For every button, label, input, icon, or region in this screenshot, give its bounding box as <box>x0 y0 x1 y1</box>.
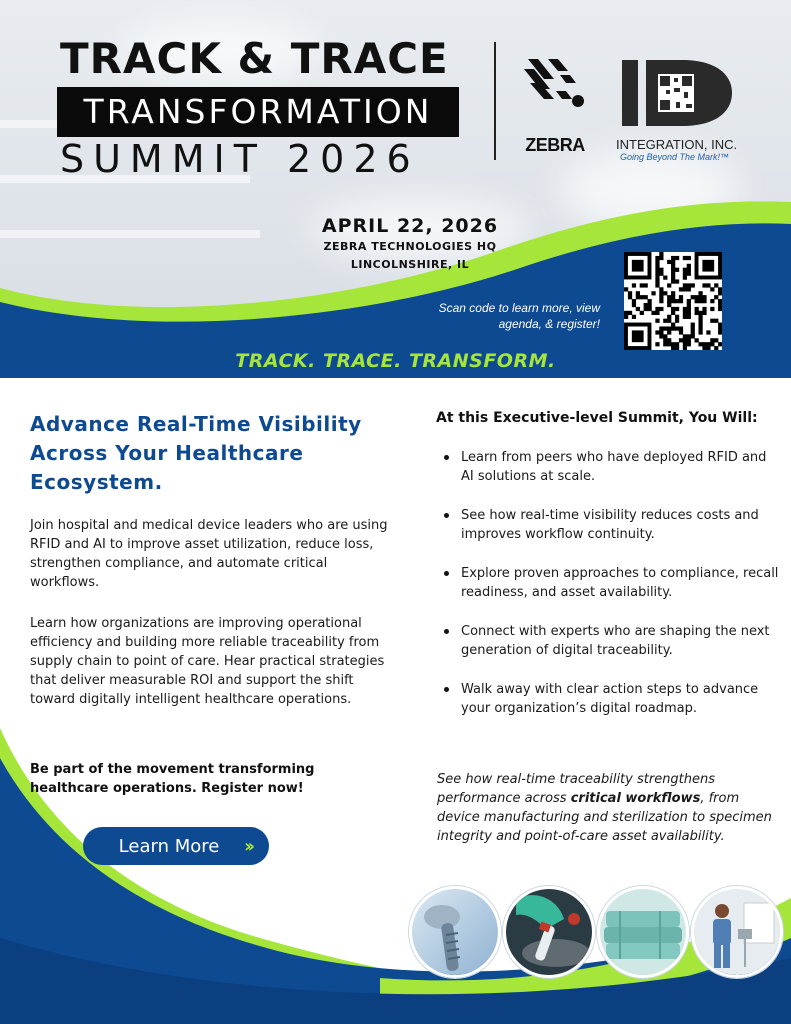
photo-clinician-asset <box>691 886 783 978</box>
title-line-3: SUMMIT 2026 <box>60 137 420 181</box>
zebra-logo-text: ZEBRA <box>525 135 585 155</box>
id-integration-name: INTEGRATION, INC. <box>616 137 738 152</box>
title-line-1: TRACK & TRACE <box>60 34 449 83</box>
closing-statement <box>437 770 782 846</box>
learn-more-button[interactable] <box>83 827 269 865</box>
double-chevron-right-icon: ›› <box>244 836 251 857</box>
implant-icon <box>412 889 498 975</box>
photo-medical-implant <box>409 886 501 978</box>
qr-caption: Scan code to learn more, view agenda, & register! <box>438 301 600 331</box>
closing-part-1: See how real-time traceability strengthens performance across <box>437 772 716 806</box>
right-heading: At this Executive-level Summit, You Will: <box>436 410 758 426</box>
title-line-2: TRANSFORMATION <box>57 87 459 137</box>
list-item: Explore proven approaches to compliance, recall readiness, and asset availability. <box>440 564 780 602</box>
event-venue: ZEBRA TECHNOLOGIES HQ <box>323 240 497 253</box>
linen-icon <box>600 889 686 975</box>
list-item: See how real-time visibility reduces costs and improves workflow continuity. <box>440 506 780 544</box>
closing-part-2: , from device manufacturing and sterilization to specimen integrity and point-of-care asset availability. <box>437 791 772 844</box>
zebra-logo-icon <box>520 55 590 115</box>
photo-specimen-tube <box>503 886 595 978</box>
register-cta-text: Be part of the movement transforming healthcare operations. Register now! <box>30 762 315 796</box>
learn-more-label: Learn More <box>118 835 220 857</box>
logo-divider <box>494 42 496 160</box>
event-date: APRIL 22, 2026 <box>321 215 499 237</box>
left-paragraph-1: Join hospital and medical device leaders who are using RFID and AI to improve asset utilization, reduce loss, strengthen compliance, and automate critical workflows. <box>30 518 388 590</box>
tagline: TRACK. TRACE. TRANSFORM. <box>235 350 556 372</box>
closing-bold: critical workflows <box>570 791 701 806</box>
qr-code-icon[interactable] <box>624 252 722 350</box>
list-item: Learn from peers who have deployed RFID and AI solutions at scale. <box>440 448 780 486</box>
photo-sterile-linens <box>597 886 689 978</box>
id-integration-tagline: Going Beyond The Mark!™ <box>620 152 730 162</box>
left-heading: Advance Real-Time Visibility Across Your Healthcare Ecosystem. <box>30 412 362 494</box>
clinician-icon <box>694 889 780 975</box>
list-item: Connect with experts who are shaping the next generation of digital traceability. <box>440 622 780 660</box>
left-paragraph-2: Learn how organizations are improving operational efficiency and building more reliable traceability from supply chain to point of care. Hear practical strategies that deliver measurable ROI and support the shift toward digitally intelligent healthcare operations. <box>30 616 385 707</box>
hero-banner <box>0 0 791 378</box>
event-city: LINCOLNSHIRE, IL <box>350 258 470 271</box>
list-item: Walk away with clear action steps to advance your organization’s digital roadmap. <box>440 680 780 718</box>
specimen-icon <box>506 889 592 975</box>
id-integration-logo-icon <box>622 58 734 128</box>
benefits-list <box>440 448 780 738</box>
